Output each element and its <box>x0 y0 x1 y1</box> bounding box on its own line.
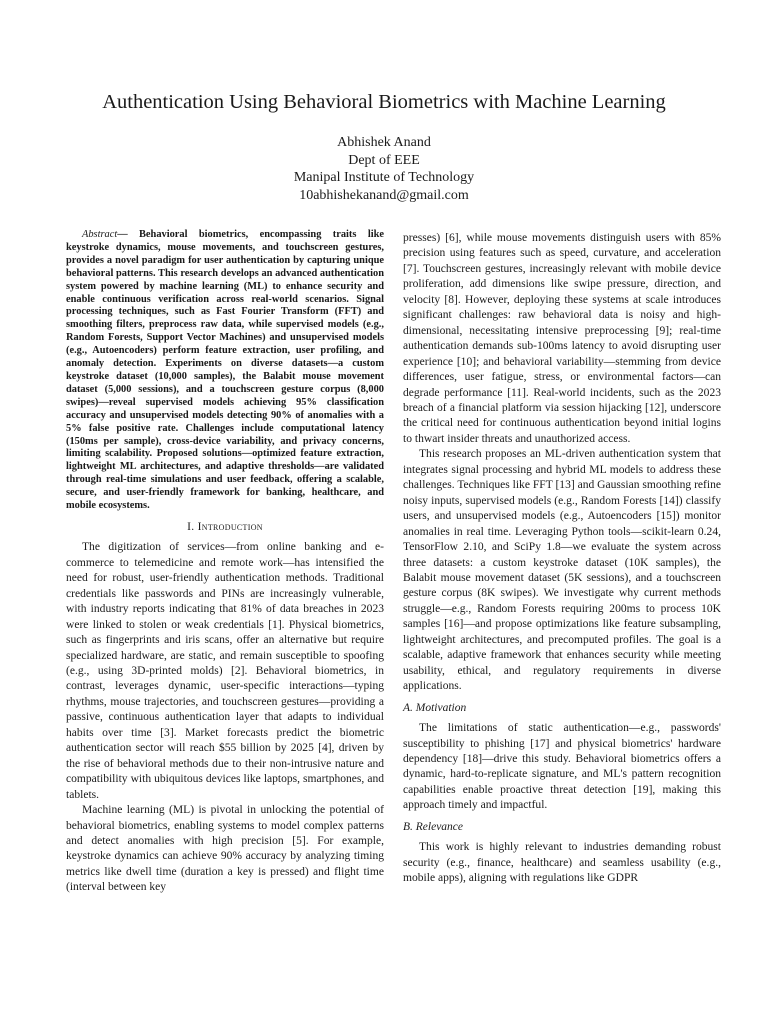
abstract <box>66 229 384 513</box>
right-paragraph-1: presses) [6], while mouse movements distinguish users with 85% precision using features such as speed, curvature, and acceleration [7]. Touchscreen gestures, increasingly relevant with mobile device proliferation, add dimensions like swipe pressure, direction, and velocity [8]. However, deploying these systems at scale introduces significant challenges: raw behavioral data is noisy and high-dimensional, necessitating intensive preprocessing [9]; real-time authentication demands sub-100ms latency to avoid disrupting user experience [10]; and behavioral variability—stemming from device differences, user fatigue, stress, or environmental factors—can degrade performance [11]. Real-world incidents, such as the 2023 breach of a financial platform via session hijacking [12], underscore the critical need for continuous authentication beyond initial logins to thwart insider threats and unauthorized access. <box>403 232 721 445</box>
section-heading-introduction <box>66 520 384 535</box>
abstract-text: — Behavioral biometrics, encompassing traits like keystroke dynamics, mouse movements, and touchscreen gestures, provides a novel paradigm for user authentication by capturing unique behavioral patterns. This research develops an advanced authentication system powered by machine learning (ML) to enhance security and enable continuous verification across real-world scenarios. Signal processing techniques, such as Fast Fourier Transform (FFT) and smoothing filters, preprocess raw data, while supervised models (e.g., Random Forests, Support Vector Machines) and unsupervised models (e.g., Autoencoders) perform feature extraction, user profiling, and anomaly detection. Experiments on diverse datasets—a custom keystroke dataset (10,000 samples), the Balabit mouse movement dataset (5,000 sessions), and a touchscreen gesture corpus (8,000 swipes)—reveal supervised models achieving 95% classification accuracy and unsupervised models detecting 90% of anomalies with a 5% false positive rate. Challenges include computational latency (150ms per sample), cross-device variability, and privacy concerns, limiting scalability. Proposed solutions—optimized feature extraction, lightweight ML architectures, and adaptive thresholds—are validated through real-time simulations and user feedback, offering a scalable, secure, and user-friendly framework for banking, healthcare, and mobile ecosystems. <box>66 229 384 512</box>
author-department: Dept of EEE <box>348 152 420 168</box>
author-block <box>0 134 768 204</box>
author-email: 10abhishekanand@gmail.com <box>299 187 469 203</box>
motivation-paragraph: The limitations of static authentication—e.g., passwords' susceptibility to phishing [17] and physical biometrics' hardware dependency [18]—drive this study. Behavioral biometrics offers a dynamic, hard-to-replicate signature, and ML's pattern recognition capabilities enable proactive threat detection [19], making this approach timely and impactful. <box>403 722 721 812</box>
author-name: Abhishek Anand <box>337 135 431 150</box>
subsection-heading-relevance: B. Relevance <box>403 820 464 833</box>
abstract-label: Abstract <box>82 229 118 240</box>
section-title: Introduction <box>197 520 263 533</box>
intro-paragraph-1: The digitization of services—from online banking and e-commerce to telemedicine and remote work—has intensified the need for robust, user-friendly authentication methods. Traditional credentials like passwords and PINs are increasingly vulnerable, with industry reports indicating that 81% of data breaches in 2023 were linked to stolen or weak credentials [1]. Physical biometrics, such as fingerprints and iris scans, offer an alternative but require specialized hardware, are static, and remain susceptible to spoofing (e.g., using 3D-printed molds) [2]. Behavioral biometrics, in contrast, leverages dynamic, user-specific interactions—typing rhythms, mouse trajectories, and touchscreen gestures—providing a passive, continuous authentication layer that adapts to individual habits over time [3]. Market forecasts predict the biometric authentication sector will reach $55 billion by 2025 [4], driven by the rise of behavioral methods due to their non-intrusive nature and compatibility with ubiquitous devices like laptops, smartphones, and tablets. <box>66 541 384 801</box>
intro-paragraph-2: Machine learning (ML) is pivotal in unlocking the potential of behavioral biometrics, enabling systems to model complex patterns and detect anomalies with high precision [5]. For example, keystroke dynamics can achieve 90% accuracy by analyzing timing metrics like dwell time (duration a key is pressed) and flight time (interval between key <box>66 804 384 894</box>
section-number: I. <box>187 520 195 533</box>
paper-title: Authentication Using Behavioral Biometrics with Machine Learning <box>102 91 666 113</box>
author-institution: Manipal Institute of Technology <box>293 170 475 185</box>
relevance-paragraph: This work is highly relevant to industries demanding robust security (e.g., finance, healthcare) and seamless usability (e.g., mobile apps), aligning with regulations like GDPR <box>403 841 721 885</box>
left-column <box>66 229 384 896</box>
right-column <box>403 231 721 887</box>
subsection-heading-motivation: A. Motivation <box>403 701 467 714</box>
right-paragraph-2: This research proposes an ML-driven authentication system that integrates signal processing and hybrid ML models to address these challenges. Techniques like FFT [13] and Gaussian smoothing refine noisy inputs, supervised models (e.g., Random Forests [14]) classify users, and unsupervised models (e.g., Autoencoders [15]) monitor anomalies in real time. Leveraging Python tools—scikit-learn 0.24, TensorFlow 2.10, and SciPy 1.8—we evaluate the system across three datasets: a custom keystroke dataset (10K samples), the Balabit mouse movement dataset (5K sessions), and a touchscreen gesture corpus (8K swipes). We investigate why current methods struggle—e.g., Random Forests requiring 200ms to process 10K samples [16]—and propose optimizations like feature subsampling, lightweight architectures, and precomputed profiles. The goal is a scalable, adaptive framework that enhances security while meeting usability, ethical, and regulatory requirements in diverse applications. <box>403 448 721 693</box>
